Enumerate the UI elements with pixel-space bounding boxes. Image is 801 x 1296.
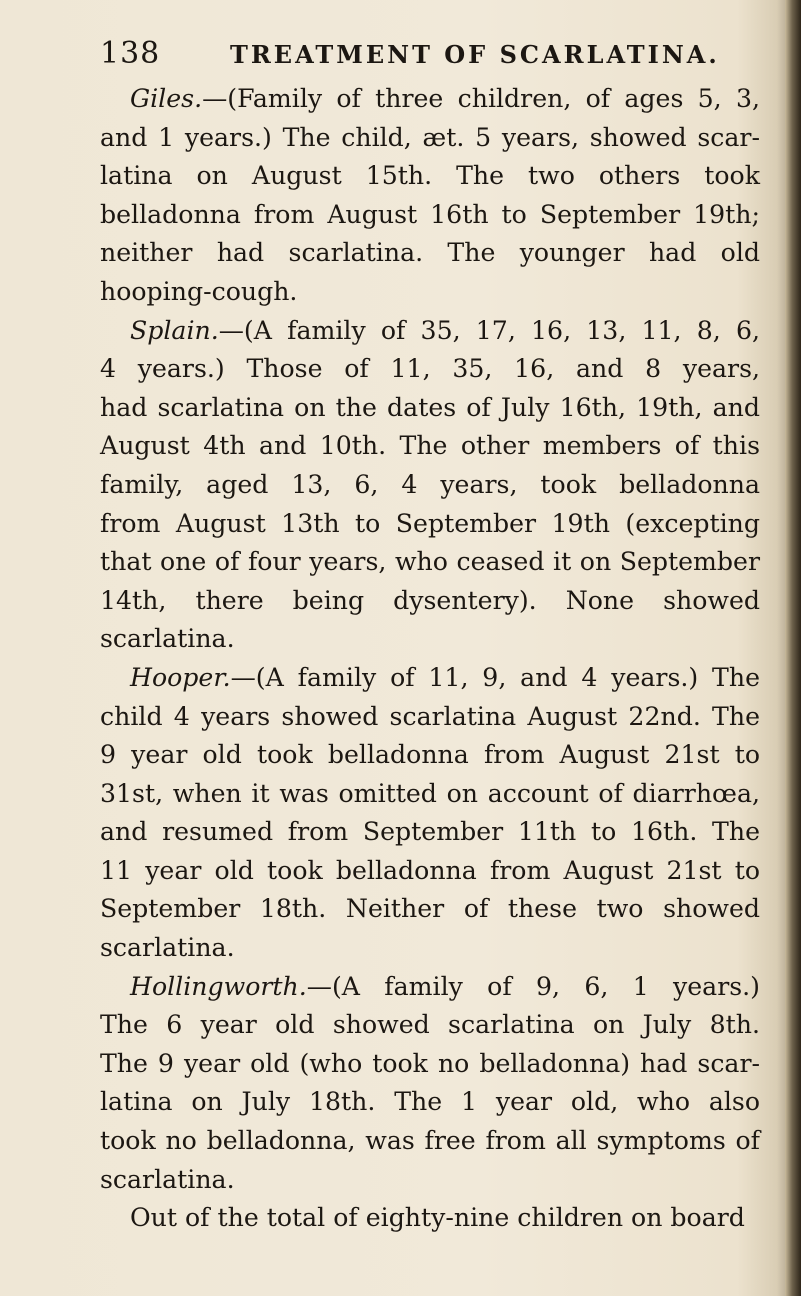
family-name: Splain. — [130, 315, 219, 345]
text-line: Giles.—(Family of three children, of ages 5, 3, — [130, 84, 760, 113]
body-text — [100, 80, 760, 1238]
text-line: neither had scarlatina. The younger had old — [100, 238, 760, 268]
text-line: scarlatina. — [100, 624, 235, 654]
text-line: Hooper.—(A family of 11, 9, and 4 years.) The — [130, 662, 760, 692]
text-line: scarlatina. — [100, 933, 235, 963]
text-line: Out of the total of eighty-nine children on board — [130, 1203, 745, 1233]
text-line: and 1 years.) The child, æt. 5 years, showed scar- — [100, 122, 760, 152]
text-line: 31st, when it was omitted on account of diarrhœa, — [100, 778, 760, 808]
text-line: latina on August 15th. The two others took — [100, 161, 760, 191]
text-line: The 9 year old (who took no belladonna) had scar- — [100, 1048, 760, 1078]
text-line: September 18th. Neither of these two showed — [100, 894, 760, 924]
text-line: Hollingworth.—(A family of 9, 6, 1 years.) — [130, 971, 760, 1001]
page-header — [100, 36, 760, 76]
page-binding-edge — [785, 0, 801, 1296]
text-line: 14th, there being dysentery). None showed — [100, 585, 760, 615]
text-line: belladonna from August 16th to September 19th; — [100, 199, 760, 229]
text-line: The 6 year old showed scarlatina on July 8th. — [100, 1010, 760, 1040]
text-line: latina on July 18th. The 1 year old, who also — [100, 1087, 760, 1117]
text-line: hooping-cough. — [100, 276, 298, 306]
family-name: Hollingworth. — [130, 971, 307, 1001]
text-line: 9 year old took belladonna from August 21st to — [100, 740, 760, 770]
text-line: family, aged 13, 6, 4 years, took belladonna — [100, 469, 760, 499]
text-line: had scarlatina on the dates of July 16th, 19th, and — [100, 392, 760, 422]
text-line: Splain.—(A family of 35, 17, 16, 13, 11, 8, 6, — [130, 315, 760, 345]
page-number: 138 — [100, 36, 161, 71]
text-line: 4 years.) Those of 11, 35, 16, and 8 years, — [100, 354, 760, 384]
family-name: Giles. — [130, 84, 203, 113]
text-line: August 4th and 10th. The other members of this — [100, 431, 760, 461]
text-line: and resumed from September 11th to 16th. The — [100, 817, 760, 847]
text-line: that one of four years, who ceased it on September — [100, 547, 760, 577]
text-line: from August 13th to September 19th (excepting — [100, 508, 760, 538]
family-name: Hooper. — [130, 662, 231, 692]
text-line: scarlatina. — [100, 1164, 235, 1194]
text-line: took no belladonna, was free from all symptoms of — [100, 1126, 760, 1156]
text-line: 11 year old took belladonna from August 21st to — [100, 855, 760, 885]
text-line: child 4 years showed scarlatina August 22nd. The — [100, 701, 760, 731]
running-title: TREATMENT OF SCARLATINA. — [230, 40, 720, 69]
